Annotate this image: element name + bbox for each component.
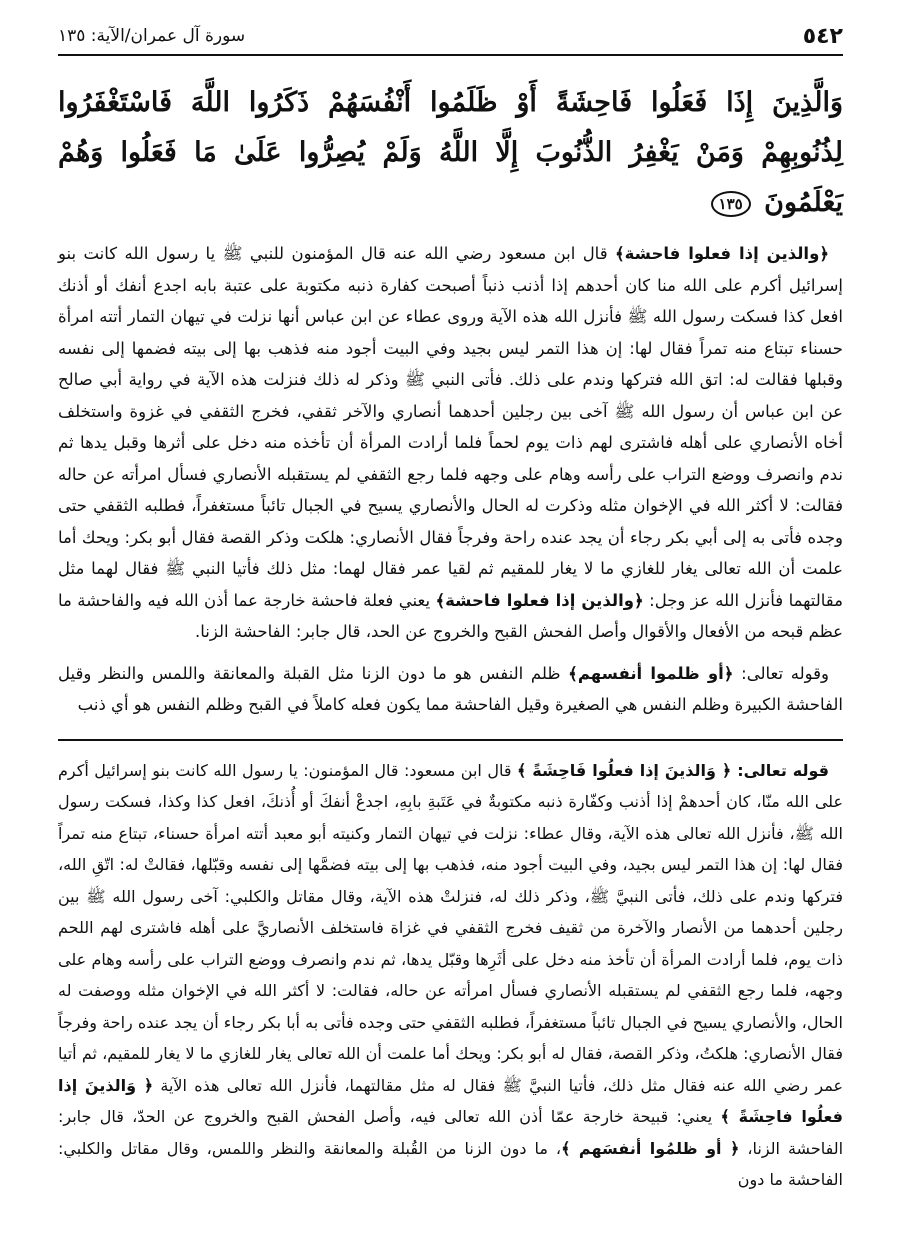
footnote (58, 755, 843, 1196)
commentary-text: ظلم النفس هو ما دون الزنا مثل القبلة والمعانقة واللمس والنظر وقيل الفاحشة الكبيرة وظلم النفس هي الصغيرة وقيل الفاحشة مما يكون فعله كاملاً في القبح وظلم النفس هو أي ذنب (58, 663, 843, 714)
commentary-text: يعني فعلة فاحشة خارجة عما أذن الله فيه والفاحشة ما عظم قبحه من الأفعال والأقوال وأصل الفحش القبح والخروج عن الحد، قال جابر: الفاحشة الزنا. (58, 590, 843, 641)
quoted-verse: ﴿والذين إذا فعلوا فاحشة﴾ (614, 244, 829, 263)
footnote-divider (58, 739, 843, 741)
page-header (58, 22, 843, 56)
commentary (58, 238, 843, 721)
commentary-paragraph (58, 238, 843, 648)
verse-text: وَالَّذِينَ إِذَا فَعَلُوا فَاحِشَةً أَوْ ظَلَمُوا أَنْفُسَهُمْ ذَكَرُوا اللَّهَ فَاسْتَغْفَرُوا لِذُنُوبِهِمْ وَمَنْ يَغْفِرُ الذُّنُوبَ إِلَّا اللَّهُ وَلَمْ يُصِرُّوا عَلَىٰ مَا فَعَلُوا وَهُمْ يَعْلَمُونَ (58, 87, 843, 218)
surah-label: سورة آل عمران/الآية: ١٣٥ (58, 26, 246, 46)
quoted-verse: ﴿ أو ظلمُوا أنفسَهم ﴾ (561, 1138, 740, 1158)
footnote-paragraph (58, 755, 843, 1196)
footnote-text: قال ابن مسعود: قال المؤمنون: يا رسول الله كانت بنو إسرائيل أكرم على الله منّا، كان أحدهمْ إذا أذنب وكفّارة ذنبه مكتوبةٌ في عَتَبةِ بابِهِ، اجدعْ أنفكَ أو أُذنكَ، افعل كذا وكذا، فسكت رسول الله ﷺ، فأنزل الله تعالى هذه الآية، وقال عطاء: نزلت في تيهان التمار وكنيته أبو معبد أتته امرأة حسناء، تبتاع منه تمراً فقال لها: إن هذا التمر ليس بجيد، وفي البيت أجود منه، فذهب بها إلى بيته فضمَّها إلى نفسه وقبّلها، فقالتْ له: اتّقِ الله، فتركها وندم على ذلك، فأتى النبيَّ ﷺ، وذكر ذلك له، فنزلتْ هذه الآية، وقال مقاتل والكلبي: آخى رسول الله ﷺ بين رجلين أحدهما من الأنصار والآخرة من ثقيف فخرج الثقفي في غزاة فاستخلف الأنصاريَّ على أهله فاشترى لهم اللحم ذات يوم، فلما أرادت المرأة أن تأخذ منه دخل على أثَرِها وقبّل يدها، ثم ندم وانصرف ووضع التراب على رأسه وهام على وجهه، فلما رجع الثقفي لم يستقبله الأنصاري فسأل امرأته عن حاله، فقالت: لا أكثر الله في الإخوان مثله ووصفت له الحال، والأنصاري يسيح في الجبال تائباً مستغفراً، فطلبه الثقفي حتى وجده فأتى به أبا بكر رجاء أن يجد عنده راحة وفرجاً فقال الأنصاري: هلكتُ، وذكر القصة، فقال له أبو بكر: ويحك أما علمت أن الله تعالى يغار للغازي ما لا يغار للمقيم، ثم أتيا عمر رضي الله عنه فقال مثل ذلك، فأتيا النبيَّ ﷺ فقال له مثل مقالتهما، فأنزل الله تعالى هذه الآية (58, 760, 843, 1095)
footnote-text: ، ما دون الزنا من القُبلة والمعانقة والنظر واللمس، وقال مقاتل والكلبي: الفاحشة ما دون (58, 1138, 843, 1189)
quran-verse (58, 78, 843, 228)
quoted-verse: ﴿والذين إذا فعلوا فاحشة﴾ (435, 590, 644, 610)
footnote-text: يعني: قبيحة خارجة عمّا أذن الله تعالى فيه، وأصل الفحش القبح والخروج عن الحدّ، قال جابر: الفاحشة الزنا، (58, 1107, 844, 1158)
quoted-verse: ﴿أو ظلموا أنفسهم﴾ (568, 663, 734, 683)
quoted-verse: ﴿ وَالذينَ إذا فعلُوا فَاحِشَةً ﴾ (516, 760, 732, 780)
commentary-paragraph (58, 658, 843, 721)
verse-number-marker: ١٣٥ (711, 191, 751, 217)
commentary-text: وقوله تعالى: (733, 663, 829, 683)
commentary-text: قال ابن مسعود رضي الله عنه قال المؤمنون للنبي ﷺ يا رسول الله كانت بنو إسرائيل أكرم على الله منا كان أحدهم إذا أذنب ذنباً أصبحت كفارة ذنبه مكتوبة على عتبة بابه اجدع أنفك أو أذنك افعل كذا فسكت رسول الله ﷺ فأنزل الله هذه الآية وروى عطاء عن ابن عباس أنها نزلت في تيهان التمار أتته امرأة حسناء تبتاع منه تمراً فقال لها: إن هذا التمر ليس بجيد وفي البيت أجود منه فذهب بها إلى بيته فضمها إلى نفسه وقبلها فقالت له: اتق الله فتركها وندم على ذلك. فأتى النبي ﷺ وذكر له ذلك فنزلت هذه الآية في رواية أبي صالح عن ابن عباس أن رسول الله ﷺ آخى بين رجلين أحدهما أنصاري والآخر ثقفي، فخرج الثقفي في غزوة واستخلف أخاه الأنصاري على أهله فاشترى لهم ذات يوم لحماً فلما أرادت المرأة أن تأخذه منه دخل على أثرها وقبل يدها ثم ندم وانصرف ووضع التراب على رأسه وهام على وجهه فلما رجع الثقفي لم يستقبله الأنصاري فسأل امرأته عن حاله فقالت: لا أكثر الله في الإخوان مثله وذكرت له الحال والأنصاري يسيح في الجبال تائباً مستغفراً، فطلبه الثقفي حتى وجده فأتى به إلى أبي بكر رجاء أن يجد عنده راحة وفرجاً فقال الأنصاري: هلكت وذكر القصة فقال أبو بكر: ويحك أما علمت أن الله تعالى يغار للغازي ما لا يغار للمقيم ثم لقيا عمر فقال لهما: مثل ذلك فأتيا النبي ﷺ فقال لهما مثل مقالتهما فأنزل الله عز وجل: (58, 244, 843, 610)
footnote-lead: قوله تعالى: (731, 760, 829, 780)
quoted-verse: ﴿ وَالذينَ إذا فعلُوا فاحِشَةً ﴾ (58, 1075, 843, 1126)
page-number: ٥٤٢ (802, 23, 843, 49)
